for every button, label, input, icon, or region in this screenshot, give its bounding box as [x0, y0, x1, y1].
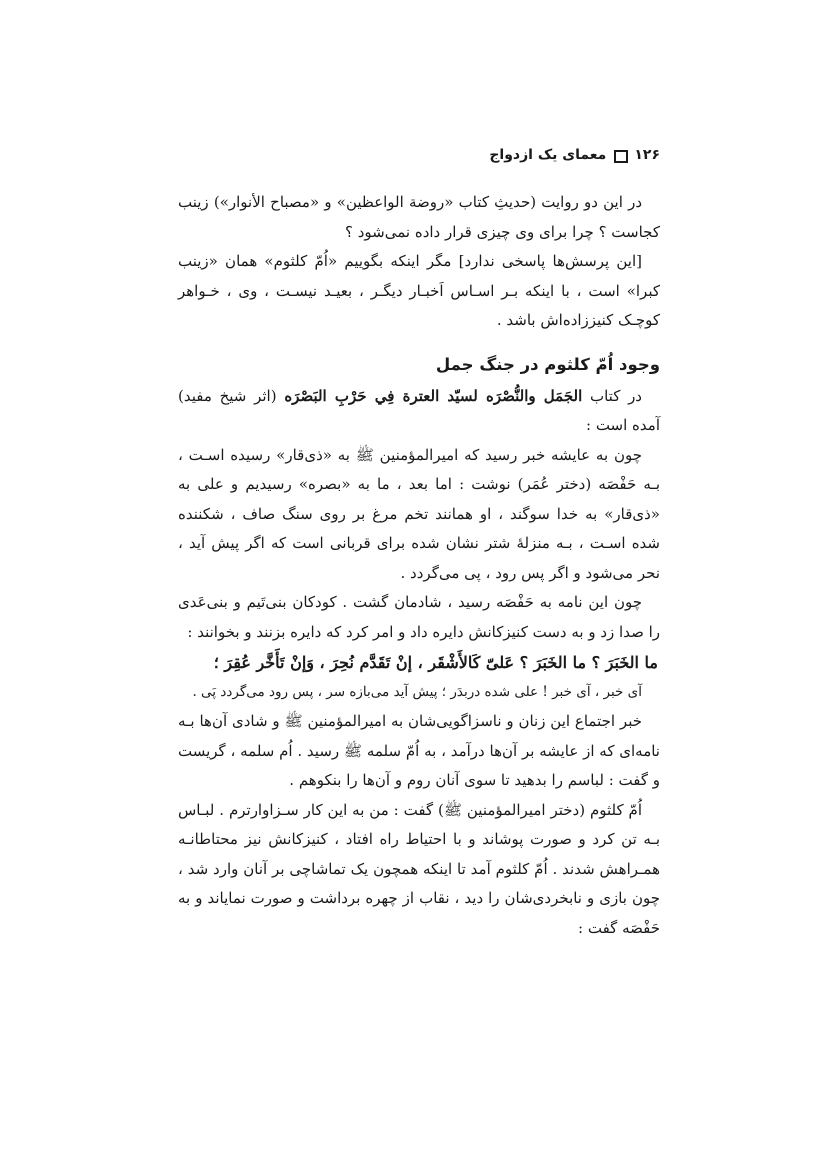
arabic-verse: ما الخَبَرَ ؟ ما الخَبَرَ ؟ عَلیّ کَالأَشْقَر ، إنْ تَقَدَّم نُحِرَ ، وَإنْ تَأَخَّر عُقِرَ ؛ [213, 653, 658, 672]
square-ornament-icon [614, 150, 628, 163]
paragraph-3 [178, 382, 660, 441]
paragraph-6: خبر اجتماع این زنان و ناسزاگویی‌شان به امیرالمؤمنین ﷺ و شادی آن‌ها بـه نامه‌ای که از عایشه بر آن‌ها درآمد ، به اُمّ سلمه ﷺ رسید . اُم سلمه ، گریست و گفت : لباسم را بدهید تا سوی آنان روم و آن‌ها را بنکوهم . [178, 712, 660, 789]
paragraph-5: چون این نامه به حَفْصَه رسید ، شادمان گشت . کودکان بنی‌تَیم و بنی‌عَدی را صدا زد و به دست کنیزکانش دایره داد و امر کرد که دایره بزنند و بخوانند : [178, 593, 660, 641]
page-number: ۱۲۶ [634, 147, 660, 163]
paragraph-7: اُمّ کلثوم (دختر امیرالمؤمنین ﷺ) گفت : من به این کار سـزاوارترم . لبـاس بـه تن کرد و صورت پوشاند و با احتیاط راه افتاد ، کنیزکانش نیز محتاطانـه همـراهش شدند . اُمّ کلثوم آمد تا اینکه همچون یک تماشاچی بر آنان وارد شد ، چون بازی و نابخردی‌شان را دید ، نقاب از چهره برداشت و صورت نمایاند و به حَفْصَه گفت : [178, 800, 660, 937]
book-title: معمای یک ازدواج [489, 147, 607, 163]
paragraph-3-intro: در کتاب [582, 386, 642, 405]
running-header [178, 140, 660, 170]
paragraph-3-rest: (اثر شیخ مفید) آمده است : [178, 386, 660, 434]
paragraph-2: [این پرسش‌ها پاسخی ندارد] مگر اینکه بگوییم «اُمّ کلثوم» همان «زینب کبرا» است ، با اینکه بـر اسـاس اَخبـار دیگـر ، بعیـد نیسـت ، وی ، خـواهر کوچـک کنیززاده‌اش باشد . [178, 252, 660, 329]
paragraph-4: چون به عایشه خبر رسید که امیرالمؤمنین ﷺ به «ذی‌قار» رسیده اسـت ، بـه حَفْصَه (دختر عُمَر) نوشت : اما بعد ، ما به «بصره» رسیدیم و علی به «ذی‌قار» به خدا سوگند ، او همانند تخم مرغ بر روی سنگ صاف ، شکننده شده اسـت ، بـه منزلهٔ شتر نشان شده برای قربانی است که اگر پیش آید ، نحر می‌شود و اگر پس رود ، پی می‌گردد . [178, 445, 660, 582]
paragraph-1: در این دو روایت (حدیثِ کتاب «روضة الواعظین» و «مصباح الأنوار») زینب کجاست ؟ چرا برای وی چیزی قرار داده نمی‌شود ؟ [178, 193, 660, 241]
book-citation: الجَمَل والنُّصْرَه لسیّد العترة فِي حَرْبِ البَصْرَه [284, 386, 583, 405]
section-heading: وجود اُمّ کلثوم در جنگ جمل [435, 354, 660, 374]
verse-translation: آی خبر ، آی خبر ! علی شده دربدَر ؛ پیش آید می‌بازه سر ، پس رود می‌گردد پَی . [192, 684, 642, 700]
book-page [178, 140, 660, 943]
